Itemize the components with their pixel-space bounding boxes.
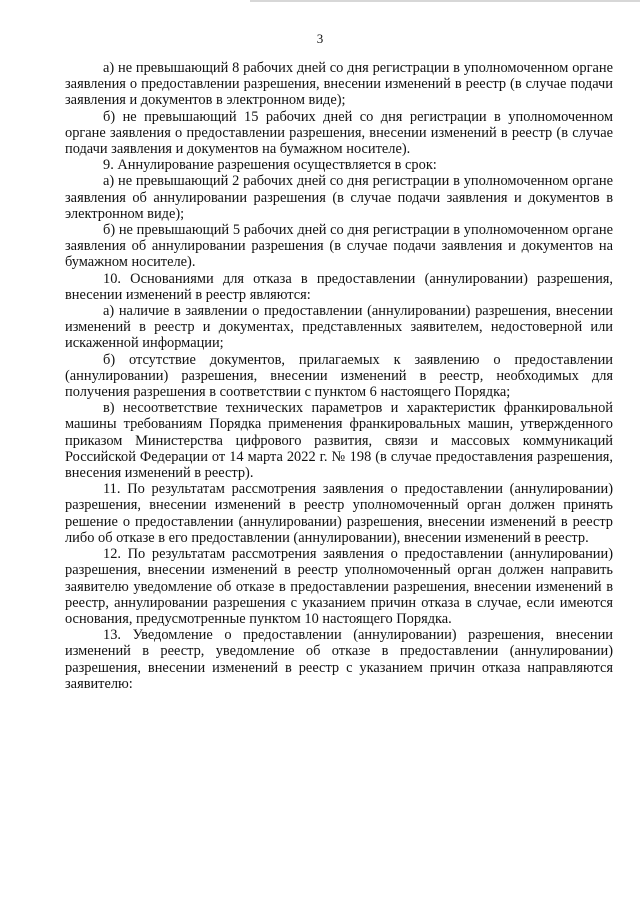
paragraph-11: 11. По результатам рассмотрения заявления о предоставлении (аннулировании) разрешения, внесении изменений в реестр уполномоченный орган должен принять решение о предоставлении (аннулировании) разрешения, внесении изменений в реестр либо об отказе в его предоставлении (аннулировании), внесении изменений в реестр. <box>65 481 613 546</box>
paragraph-9: 9. Аннулирование разрешения осуществляется в срок: <box>103 157 437 174</box>
paragraph-12: 12. По результатам рассмотрения заявления о предоставлении (аннулировании) разрешения, внесении изменений в реестр уполномоченный орган должен направить заявителю уведомление об отказе в предоставлении разрешения, внесении изменений в реестр, аннулировании разрешения с указанием причин отказа в случае, если имеются основания, предусмотренные пунктом 10 настоящего Порядка. <box>65 546 613 627</box>
paragraph-10a: а) наличие в заявлении о предоставлении (аннулировании) разрешения, внесении изменений в реестр и документах, представленных заявителем, недостоверной или искаженной информации; <box>65 303 613 352</box>
paragraph-10v: в) несоответствие технических параметров и характеристик франкировальной машины требованиям Порядка применения франкировальных машин, утвержденного приказом Министерства цифрового развития, связи и массовых коммуникаций Российской Федерации от 14 марта 2022 г. № 198 (в случае предоставления разрешения, внесения изменений в реестр). <box>65 400 613 482</box>
paragraph-9b: б) не превышающий 5 рабочих дней со дня регистрации в уполномоченном органе заявления об аннулировании разрешения (в случае подачи заявления и документов на бумажном носителе). <box>65 222 613 271</box>
scan-edge-line <box>250 0 640 2</box>
paragraph-9a: а) не превышающий 2 рабочих дней со дня регистрации в уполномоченном органе заявления об аннулировании разрешения (в случае подачи заявления и документов в электронном виде); <box>65 173 613 222</box>
document-body <box>65 60 613 692</box>
paragraph-10b: б) отсутствие документов, прилагаемых к заявлению о предоставлении (аннулировании) разрешения, внесении изменений в реестр, необходимых для получения разрешения в соответствии с пунктом 6 настоящего Порядка; <box>65 351 613 401</box>
paragraph-8b: б) не превышающий 15 рабочих дней со дня регистрации в уполномоченном органе заявления о предоставлении разрешения, внесении изменений в реестр (в случае подачи заявления и документов на бумажном носителе). <box>65 108 613 158</box>
paragraph-13: 13. Уведомление о предоставлении (аннулировании) разрешения, внесении изменений в реестр, уведомление об отказе в предоставлении (аннулировании) разрешения, внесении изменений в реестр с указанием причин отказа направляются заявителю: <box>65 627 613 692</box>
paragraph-8a: а) не превышающий 8 рабочих дней со дня регистрации в уполномоченном органе заявления о предоставлении разрешения, внесении изменений в реестр (в случае подачи заявления и документов в электронном виде); <box>65 60 613 109</box>
page-number: 3 <box>316 31 324 46</box>
paragraph-10: 10. Основаниями для отказа в предоставлении (аннулировании) разрешения, внесении изменений в реестр являются: <box>65 270 613 303</box>
